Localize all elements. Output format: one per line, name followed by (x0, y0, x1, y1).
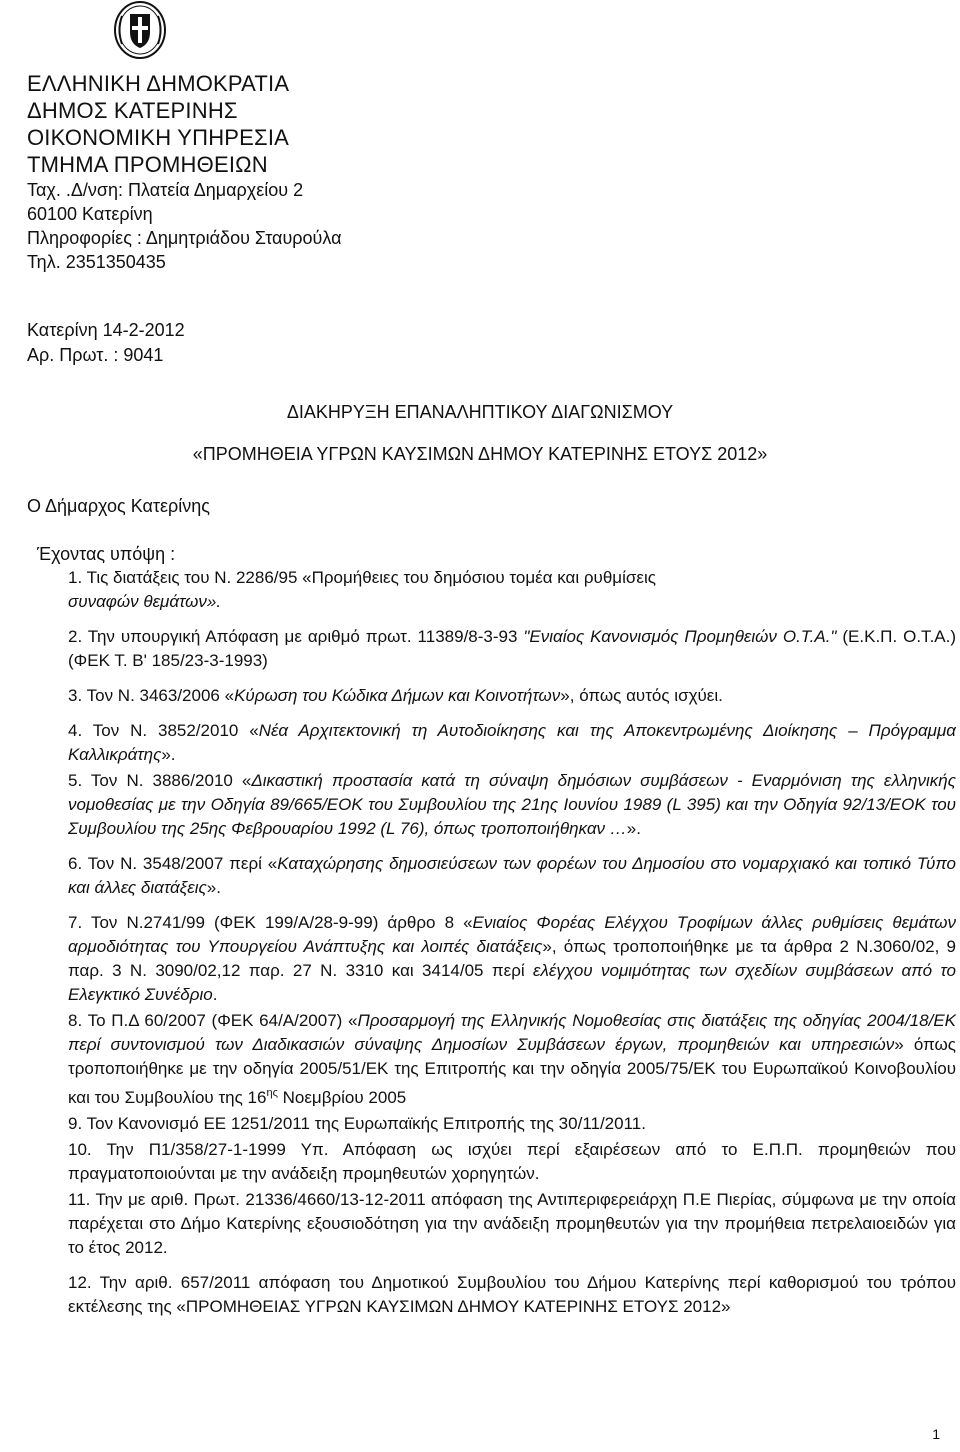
considering-line: Έχοντας υπόψη : (37, 544, 176, 564)
list-item: 11. Την με αριθ. Πρωτ. 21336/4660/13-12-2011 απόφαση της Αντιπεριφερειάρχη Π.Ε Πιερίας, σύμφωνα με την οποία παρέχεται στο Δήμο Κατερίνης εξουσιοδότηση για την ανάδειξη προμηθευτών για την προμήθεια πετρελαιοειδών για το έτος 2012. (68, 1190, 956, 1257)
list-item: 2. Την υπουργική Απόφαση με αριθμό πρωτ. 11389/8-3-93 "Ενιαίος Κανονισμός Προμηθειών Ο.Τ.Α." (Ε.Κ.Π. Ο.Τ.Α.) (ΦΕΚ Τ. Β' 185/23-3-1993) (68, 627, 957, 670)
header-phone: Τηλ. 2351350435 (27, 252, 166, 272)
issuer-header (27, 70, 627, 274)
list-item: 10. Την Π1/358/27-1-1999 Υπ. Απόφαση ως ισχύει περί εξαιρέσεων από το Ε.Π.Π. προμηθειών που πραγματοποιούνται με την ανάδειξη προμηθευτών χορηγητών. (68, 1140, 956, 1183)
protocol-number: Αρ. Πρωτ. : 9041 (27, 345, 164, 365)
header-address: Ταχ. .Δ/νση: Πλατεία Δημαρχείου 2 (27, 180, 304, 200)
list-item: 5. Τον Ν. 3886/2010 «Δικαστική προστασία κατά τη σύναψη δημόσιων συμβάσεων - Εναρμόνιση της ελληνικής νομοθεσίας με την Οδηγία 89/665/ΕΟΚ του Συμβουλίου της 21ης Ιουνίου 1989 (L 395) και την Οδηγία 92/13/ΕΟΚ του Συμβουλίου της 25ης Φεβρουαρίου 1992 (L 76), όπως τροποποιήθηκαν …». (68, 771, 956, 838)
legal-basis-list (68, 566, 956, 1319)
list-item: 6. Τον Ν. 3548/2007 περί «Καταχώρησης δημοσιεύσεων των φορέων του Δημοσίου στο νομαρχιακό και τοπικό Τύπο και άλλες διατάξεις». (68, 854, 957, 897)
mayor-line: Ο Δήμαρχος Κατερίνης (27, 496, 210, 516)
list-item: 9. Τον Κανονισμό ΕΕ 1251/2011 της Ευρωπαϊκής Επιτροπής της 30/11/2011. (68, 1114, 646, 1133)
list-item: 3. Τον Ν. 3463/2006 «Κύρωση του Κώδικα Δήμων και Κοινοτήτων», όπως αυτός ισχύει. (68, 686, 723, 705)
header-line-municipality: ΔΗΜΟΣ ΚΑΤΕΡΙΝΗΣ (27, 98, 238, 123)
list-item: 1. Τις διατάξεις του Ν. 2286/95 «Προμήθειες του δημόσιου τομέα και ρυθμίσεις συναφών θεμάτων». (68, 568, 656, 611)
list-item: 12. Την αριθ. 657/2011 απόφαση του Δημοτικού Συμβουλίου του Δήμου Κατερίνης περί καθορισμού του τρόπου εκτέλεσης της «ΠΡΟΜΗΘΕΙΑΣ ΥΓΡΩΝ ΚΑΥΣΙΜΩΝ ΔΗΜΟΥ ΚΑΤΕΡΙΝΗΣ ΕΤΟΥΣ 2012» (68, 1273, 956, 1316)
list-item: 8. Το Π.Δ 60/2007 (ΦΕΚ 64/Α/2007) «Προσαρμογή της Ελληνικής Νομοθεσίας στις διατάξεις της οδηγίας 2004/18/ΕΚ περί συντονισμού των Διαδικασιών σύναψης Δημοσίων Συμβάσεων έργων, προμηθειών και υπηρεσιών» όπως τροποποιήθηκε με την οδηγία 2005/51/ΕΚ της Επιτροπής και την οδηγία 2005/75/ΕΚ του Ευρωπαϊκού Κοινοβουλίου και του Συμβουλίου της $16^{\eta\varsigma}$ Νοεμβρίου 2005 (68, 1011, 956, 1107)
header-info-contact: Πληροφορίες : Δημητριάδου Σταυρούλα (27, 228, 342, 248)
header-line-service: ΟΙΚΟΝΟΜΙΚΗ ΥΠΗΡΕΣΙΑ (27, 125, 290, 150)
list-item: 7. Τον Ν.2741/99 (ΦΕΚ 199/Α/28-9-99) άρθρο 8 «Ενιαίος Φορέας Ελέγχου Τροφίμων άλλες ρυθμίσεις θεμάτων αρμοδιότητας του Υπουργείου Ανάπτυξης και λοιπές διατάξεις», όπως τροποποιήθηκε με τα άρθρα 2 Ν.3060/02, 9 παρ. 3 Ν. 3090/02,12 παρ. 27 Ν. 3310 και 3414/05 περί ελέγχου νομιμότητας των σχεδίων συμβάσεων από το Ελεγκτικό Συνέδριο. (68, 913, 956, 1004)
list-item: 4. Τον Ν. 3852/2010 «Νέα Αρχιτεκτονική τη Αυτοδιοίκησης και της Αποκεντρωμένης Διοίκησης – Πρόγραμμα Καλλικράτης». (68, 721, 956, 764)
document-date: Κατερίνη 14-2-2012 (27, 320, 185, 340)
page-number: 1 (932, 1426, 940, 1442)
document-title: ΔΙΑΚΗΡΥΞΗ ΕΠΑΝΑΛΗΠΤΙΚΟΥ ΔΙΑΓΩΝΙΣΜΟΥ (286, 402, 674, 422)
header-line-republic: ΕΛΛΗΝΙΚΗ ΔΗΜΟΚΡΑΤΙΑ (27, 71, 290, 96)
document-subtitle: «ΠΡΟΜΗΘΕΙΑ ΥΓΡΩΝ ΚΑΥΣΙΜΩΝ ΔΗΜΟΥ ΚΑΤΕΡΙΝΗΣ ΕΤΟΥΣ 2012» (192, 444, 768, 464)
hellenic-republic-emblem-icon (113, 0, 167, 60)
date-block (27, 318, 185, 368)
header-line-department: ΤΜΗΜΑ ΠΡΟΜΗΘΕΙΩΝ (27, 152, 268, 177)
header-postcode: 60100 Κατερίνη (27, 204, 153, 224)
